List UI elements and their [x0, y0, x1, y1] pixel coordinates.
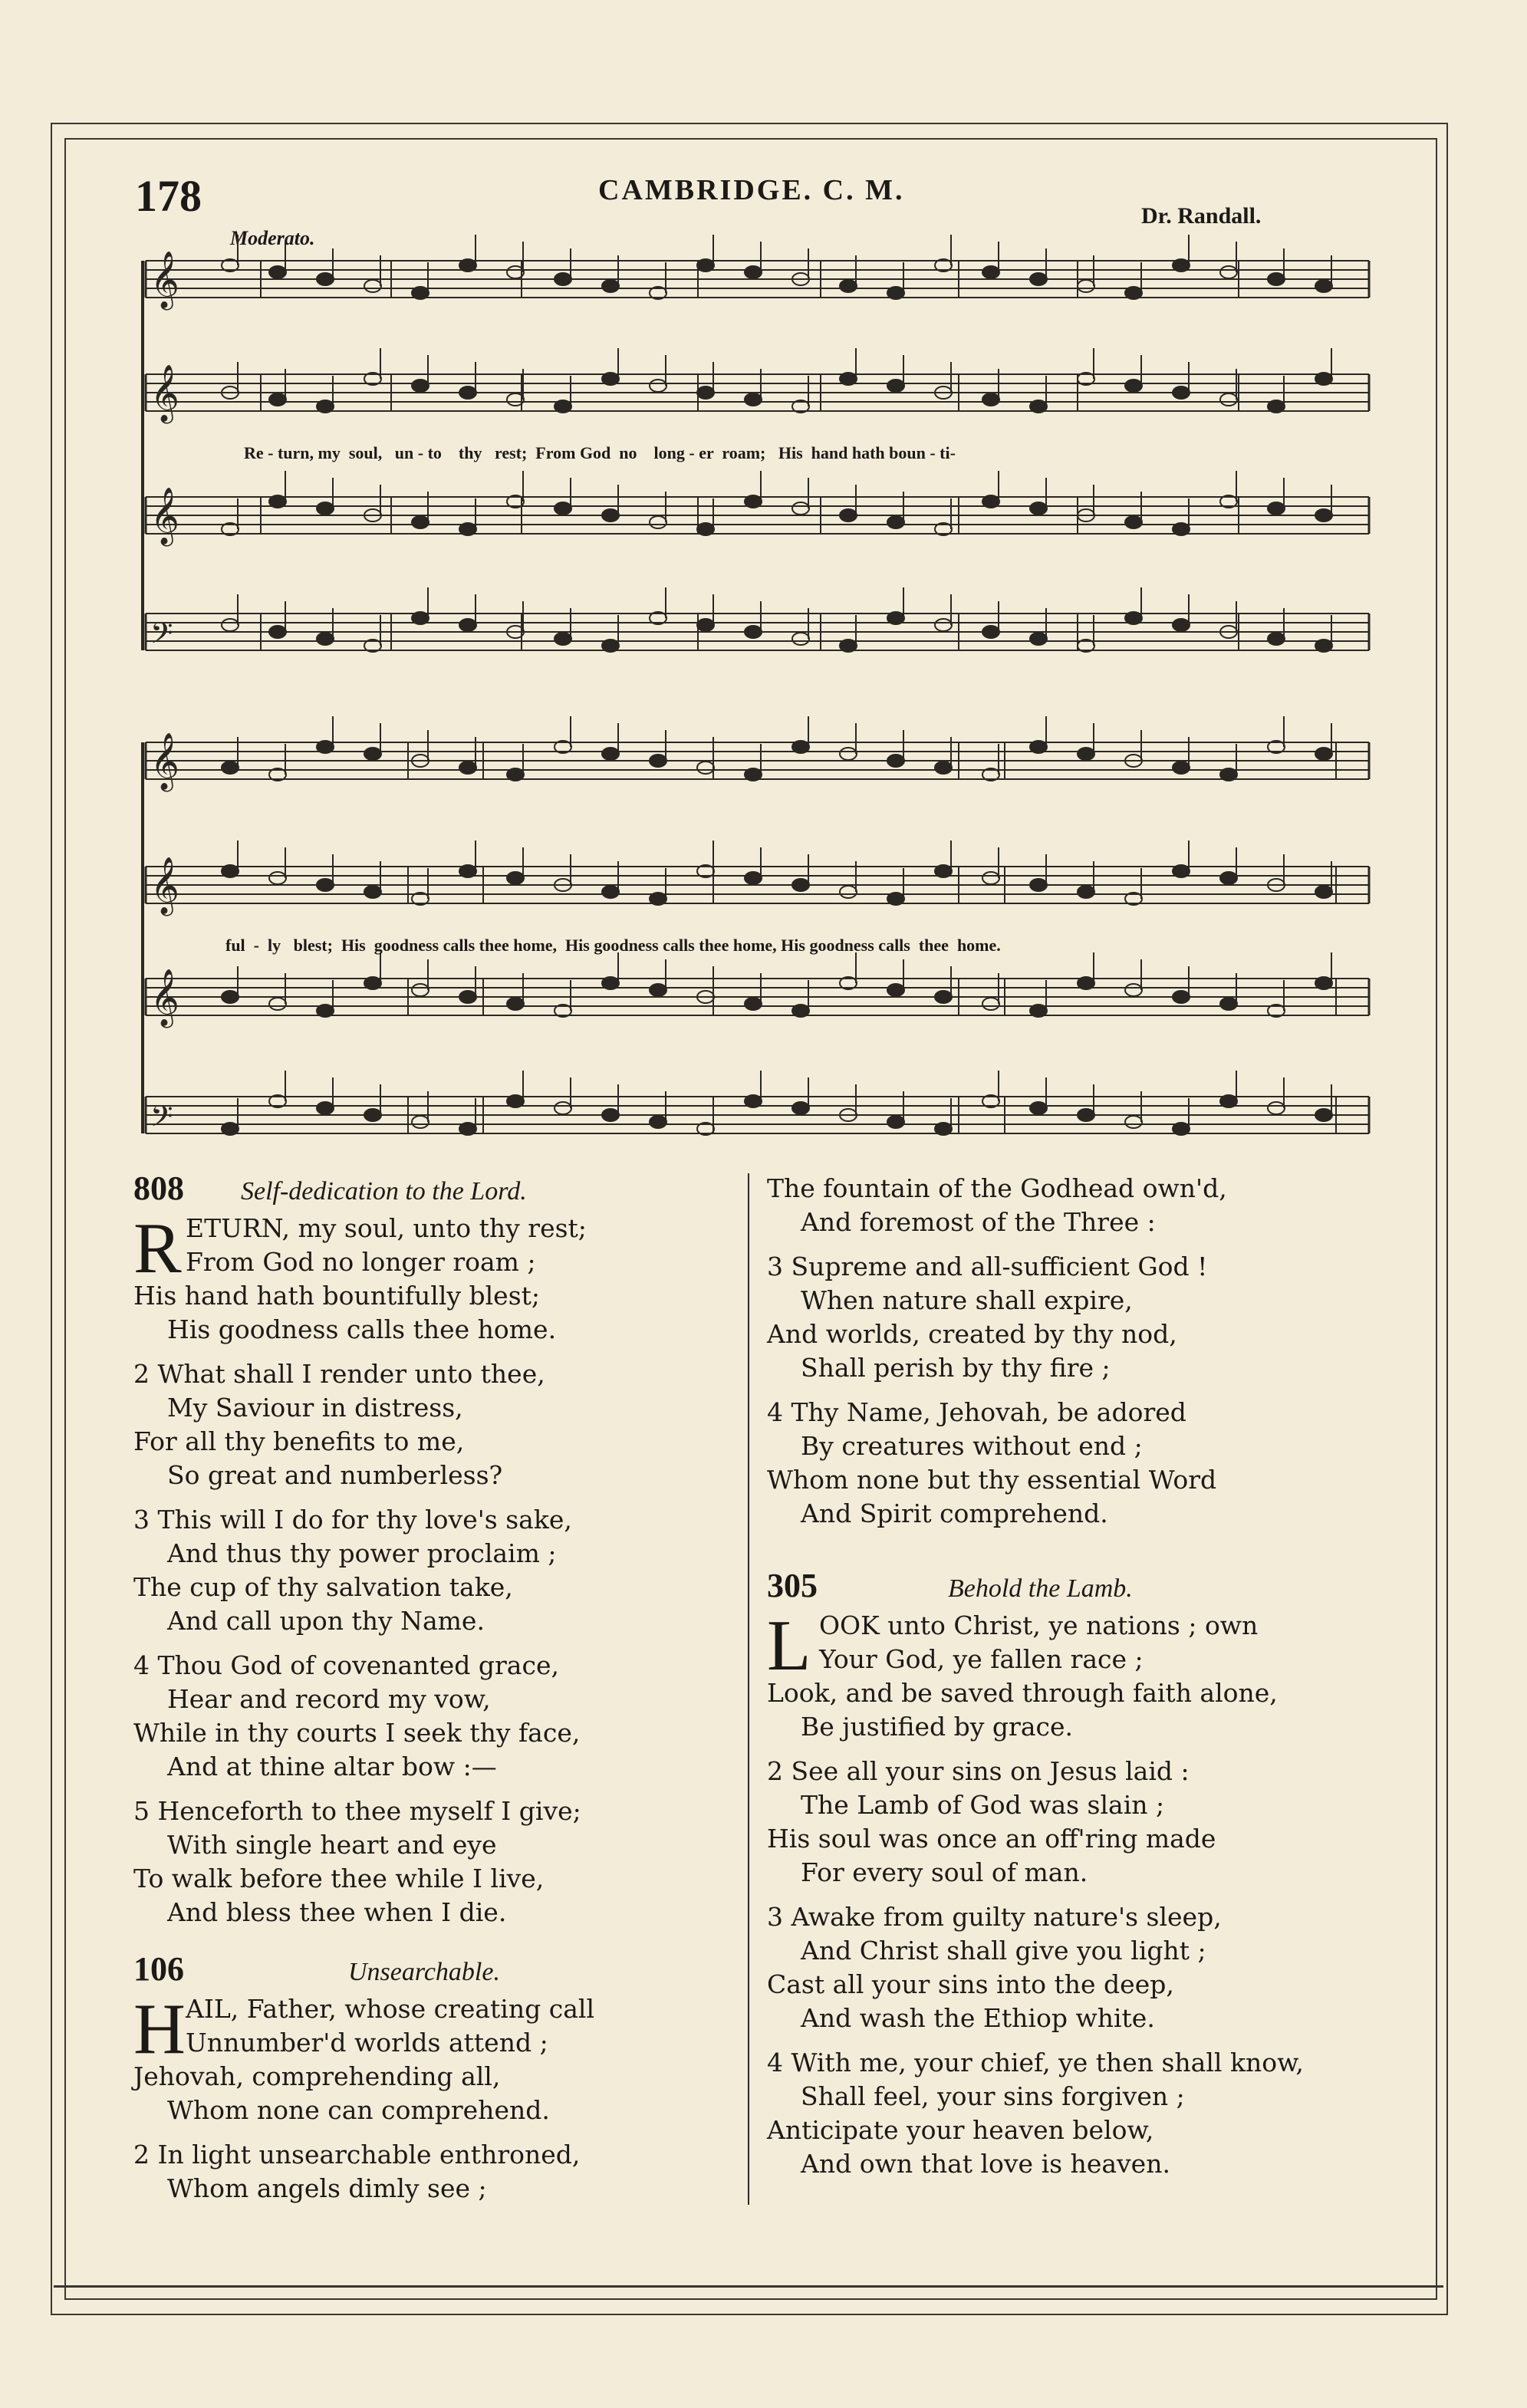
- note-head: [412, 612, 429, 624]
- hymn-106-continued: [767, 1172, 1365, 1531]
- note-head: [1030, 633, 1047, 645]
- note-head: [1220, 393, 1237, 406]
- note-head: [697, 387, 714, 399]
- note-head: [745, 768, 762, 781]
- verse-line: To walk before thee while I live,: [133, 1864, 545, 1893]
- note-head: [792, 879, 809, 891]
- note-head: [317, 741, 334, 753]
- note-head: [1125, 612, 1142, 624]
- verse-line: While in thy courts I seek thy face,: [133, 1718, 581, 1748]
- note-head: [1125, 516, 1142, 528]
- verse-line: 2 See all your sins on Jesus laid :: [767, 1756, 1190, 1786]
- note-head: [459, 619, 476, 631]
- note-head: [317, 633, 334, 645]
- note-head: [1078, 1109, 1094, 1121]
- note-head: [364, 977, 381, 989]
- verse-line: Unnumber'd worlds attend ;: [186, 2028, 548, 2058]
- note-head: [1078, 886, 1094, 898]
- verse-line: The fountain of the Godhead own'd,: [767, 1173, 1227, 1203]
- note-head: [1030, 1102, 1047, 1114]
- hymn-title: Self-dedication to the Lord.: [241, 1177, 527, 1206]
- note-head: [1220, 1095, 1237, 1107]
- verse-line: Your God, ye fallen race ;: [819, 1644, 1144, 1674]
- note-head: [364, 280, 381, 292]
- note-head: [982, 998, 999, 1010]
- note-head: [935, 619, 952, 631]
- note-head: [1268, 502, 1285, 515]
- verse-line: And at thine altar bow :—: [167, 1752, 497, 1781]
- note-head: [222, 991, 239, 1003]
- verse-line: The Lamb of God was slain ;: [801, 1790, 1165, 1820]
- verse-line: 3 Supreme and all-sufficient God !: [767, 1252, 1208, 1281]
- note-head: [459, 523, 476, 535]
- note-head: [792, 741, 809, 753]
- note-head: [555, 633, 571, 645]
- note-head: [317, 1102, 334, 1114]
- verse-line: And thus thy power proclaim ;: [167, 1538, 557, 1568]
- note-head: [887, 516, 904, 528]
- note-head: [697, 259, 714, 271]
- verse-line: For all thy benefits to me,: [133, 1426, 465, 1456]
- note-head: [602, 886, 619, 898]
- note-head: [982, 393, 999, 406]
- composer: Dr. Randall.: [1141, 203, 1262, 229]
- note-head: [1315, 1109, 1332, 1121]
- note-head: [1315, 886, 1332, 898]
- note-head: [1220, 266, 1237, 278]
- note-head: [317, 400, 334, 413]
- verse-line: For every soul of man.: [801, 1857, 1088, 1887]
- hymn-title: Unsearchable.: [348, 1958, 500, 1986]
- drop-cap: L: [767, 1606, 811, 1686]
- note-head: [1030, 502, 1047, 515]
- column-divider: [748, 1173, 749, 2205]
- verse-line: 2 In light unsearchable enthroned,: [133, 2140, 581, 2170]
- verse-line: Anticipate your heaven below,: [767, 2115, 1154, 2145]
- verse-line: Shall perish by thy fire ;: [801, 1353, 1111, 1383]
- note-head: [982, 626, 999, 638]
- note-head: [840, 509, 857, 521]
- note-head: [745, 998, 762, 1010]
- verse-line: With single heart and eye: [167, 1830, 497, 1860]
- note-head: [792, 633, 809, 645]
- note-head: [412, 380, 429, 392]
- verse-line: And bless thee when I die.: [167, 1897, 507, 1927]
- verse-line: 3 This will I do for thy love's sake,: [133, 1505, 572, 1535]
- note-head: [982, 872, 999, 884]
- note-head: [887, 612, 904, 624]
- note-head: [1030, 879, 1047, 891]
- verse-line: And call upon thy Name.: [167, 1606, 485, 1636]
- note-head: [1220, 998, 1237, 1010]
- treble-clef-icon: 𝄞: [150, 488, 179, 544]
- note-head: [555, 1102, 571, 1114]
- note-head: [602, 280, 619, 292]
- note-head: [1125, 984, 1142, 996]
- note-head: [412, 516, 429, 528]
- note-head: [1315, 509, 1332, 521]
- note-head: [1030, 273, 1047, 285]
- note-head: [1268, 400, 1285, 413]
- verse-line: From God no longer roam ;: [186, 1247, 536, 1277]
- note-head: [1315, 640, 1332, 652]
- note-head: [1173, 991, 1190, 1003]
- verse-line: And Christ shall give you light ;: [801, 1936, 1206, 1966]
- verse-line: My Saviour in distress,: [167, 1393, 463, 1423]
- note-head: [1173, 1123, 1190, 1135]
- verse-line: By creatures without end ;: [801, 1431, 1143, 1461]
- note-head: [650, 516, 666, 528]
- note-head: [1268, 273, 1285, 285]
- verse-line: Hear and record my vow,: [167, 1684, 491, 1714]
- note-head: [792, 502, 809, 515]
- verse-line: OOK unto Christ, ye nations ; own: [819, 1610, 1259, 1640]
- note-head: [1315, 977, 1332, 989]
- treble-clef-icon: 𝄞: [150, 733, 179, 790]
- note-head: [1173, 865, 1190, 877]
- note-head: [222, 619, 239, 631]
- note-head: [602, 1109, 619, 1121]
- verse-line: 4 Thou God of covenanted grace,: [133, 1650, 559, 1680]
- verse-line: Look, and be saved through faith alone,: [767, 1678, 1278, 1708]
- note-head: [317, 879, 334, 891]
- verse-line: Shall feel, your sins forgiven ;: [801, 2081, 1185, 2111]
- note-head: [555, 400, 571, 413]
- verse-line: When nature shall expire,: [801, 1285, 1133, 1315]
- note-head: [1173, 259, 1190, 271]
- note-head: [935, 865, 952, 877]
- verse-line: And worlds, created by thy nod,: [767, 1319, 1177, 1349]
- hymn-title: Behold the Lamb.: [948, 1574, 1133, 1603]
- note-head: [887, 287, 904, 299]
- note-head: [1078, 748, 1094, 760]
- verse-line: 5 Henceforth to thee myself I give;: [133, 1796, 581, 1826]
- note-head: [507, 998, 524, 1010]
- note-head: [1315, 748, 1332, 760]
- note-head: [1125, 1116, 1142, 1128]
- verse-line: 4 With me, your chief, ye then shall know,: [767, 2048, 1304, 2077]
- note-head: [1173, 619, 1190, 631]
- verse-line: 3 Awake from guilty nature's sleep,: [767, 1902, 1222, 1932]
- note-head: [650, 984, 666, 996]
- note-head: [555, 502, 571, 515]
- note-head: [555, 273, 571, 285]
- note-head: [697, 619, 714, 631]
- note-head: [317, 502, 334, 515]
- note-head: [887, 755, 904, 767]
- hymn-305: [767, 1569, 1365, 2181]
- tune-title: CAMBRIDGE. C. M.: [598, 174, 905, 206]
- note-head: [602, 509, 619, 521]
- note-head: [317, 273, 334, 285]
- note-head: [1173, 762, 1190, 774]
- note-head: [269, 626, 286, 638]
- bottom-rule: [54, 2285, 1443, 2288]
- note-head: [840, 748, 857, 760]
- note-head: [697, 762, 714, 774]
- note-head: [1125, 287, 1142, 299]
- note-head: [507, 768, 524, 781]
- note-head: [602, 373, 619, 385]
- tempo-marking: Moderato.: [230, 227, 315, 249]
- note-head: [222, 1123, 239, 1135]
- verse-line: And own that love is heaven.: [801, 2149, 1170, 2179]
- note-head: [887, 893, 904, 905]
- note-head: [1125, 380, 1142, 392]
- verse-line: So great and numberless?: [167, 1460, 503, 1490]
- note-head: [412, 1116, 429, 1128]
- note-head: [412, 984, 429, 996]
- treble-clef-icon: 𝄞: [150, 365, 179, 422]
- note-head: [364, 748, 381, 760]
- note-head: [269, 266, 286, 278]
- verse-line: 2 What shall I render unto thee,: [133, 1359, 545, 1389]
- note-head: [1315, 373, 1332, 385]
- page-number: 178: [135, 171, 202, 221]
- verse-line: 4 Thy Name, Jehovah, be adored: [767, 1397, 1186, 1427]
- note-head: [1173, 387, 1190, 399]
- note-head: [887, 1116, 904, 1128]
- note-head: [602, 748, 619, 760]
- note-head: [935, 991, 952, 1003]
- treble-clef-icon: 𝄞: [150, 969, 179, 1026]
- hymn-number: 106: [133, 1950, 184, 1988]
- verse-line: Whom angels dimly see ;: [167, 2173, 487, 2203]
- left-column: [133, 1169, 732, 2206]
- note-head: [1078, 977, 1094, 989]
- note-head: [269, 393, 286, 406]
- note-head: [507, 872, 524, 884]
- note-head: [745, 1095, 762, 1107]
- treble-clef-icon: 𝄞: [150, 252, 179, 308]
- note-head: [745, 495, 762, 508]
- note-head: [1078, 280, 1094, 292]
- hymn-808: [133, 1169, 732, 1929]
- right-column: [767, 1172, 1365, 2181]
- note-head: [792, 1102, 809, 1114]
- note-head: [982, 266, 999, 278]
- lyrics-line-2: ful - ly blest; His goodness calls thee home, His goodness calls thee home, His goodness calls thee home.: [225, 936, 1001, 955]
- lyrics-line-1: Re - turn, my soul, un - to thy rest; From God no long - er roam; His hand hath boun - ti-: [244, 443, 956, 462]
- note-head: [459, 762, 476, 774]
- note-head: [459, 387, 476, 399]
- note-head: [840, 640, 857, 652]
- note-head: [1173, 523, 1190, 535]
- verse-line: Be justified by grace.: [801, 1712, 1073, 1742]
- note-head: [745, 393, 762, 406]
- note-head: [1030, 1005, 1047, 1017]
- verse-line: ETURN, my soul, unto thy rest;: [186, 1213, 587, 1243]
- note-head: [222, 865, 239, 877]
- verse-line: And foremost of the Three :: [801, 1207, 1156, 1237]
- drop-cap: H: [133, 1989, 186, 2069]
- note-head: [982, 495, 999, 508]
- verse-line: And Spirit comprehend.: [801, 1498, 1108, 1528]
- note-head: [1268, 633, 1285, 645]
- verse-line: His goodness calls thee home.: [167, 1314, 557, 1344]
- note-head: [697, 523, 714, 535]
- note-head: [1315, 280, 1332, 292]
- note-head: [745, 872, 762, 884]
- bass-clef-icon: 𝄢: [150, 1099, 173, 1140]
- note-head: [602, 640, 619, 652]
- note-head: [792, 1005, 809, 1017]
- treble-clef-icon: 𝄞: [150, 857, 179, 914]
- note-head: [459, 259, 476, 271]
- verse-line: The cup of thy salvation take,: [133, 1572, 513, 1602]
- note-head: [650, 380, 666, 392]
- note-head: [269, 872, 286, 884]
- note-head: [745, 626, 762, 638]
- music-score: [0, 0, 1527, 1166]
- note-head: [317, 1005, 334, 1017]
- note-head: [840, 886, 857, 898]
- verse-line: And wash the Ethiop white.: [801, 2003, 1155, 2033]
- note-head: [1220, 872, 1237, 884]
- verse-line: Jehovah, comprehending all,: [133, 2061, 501, 2091]
- note-head: [1030, 741, 1047, 753]
- note-head: [222, 762, 239, 774]
- note-head: [364, 886, 381, 898]
- note-head: [459, 865, 476, 877]
- verse-line: Whom none can comprehend.: [167, 2095, 550, 2125]
- note-head: [412, 287, 429, 299]
- note-head: [364, 1109, 381, 1121]
- drop-cap: R: [133, 1209, 182, 1288]
- note-head: [507, 1095, 524, 1107]
- note-head: [269, 495, 286, 508]
- verse-line: Whom none but thy essential Word: [767, 1465, 1217, 1495]
- note-head: [1220, 768, 1237, 781]
- hymn-106: [133, 1952, 732, 2206]
- note-head: [650, 755, 666, 767]
- note-head: [840, 373, 857, 385]
- hymn-number: 305: [767, 1567, 818, 1604]
- note-head: [887, 984, 904, 996]
- note-head: [745, 266, 762, 278]
- bass-clef-icon: 𝄢: [150, 616, 173, 657]
- note-head: [935, 1123, 952, 1135]
- note-head: [650, 893, 666, 905]
- note-head: [1030, 400, 1047, 413]
- note-head: [1268, 1102, 1285, 1114]
- note-head: [269, 998, 286, 1010]
- hymn-number: 808: [133, 1169, 184, 1207]
- verse-line: His soul was once an off'ring made: [767, 1824, 1216, 1854]
- verse-line: Cast all your sins into the deep,: [767, 1969, 1174, 1999]
- note-head: [650, 1116, 666, 1128]
- verse-line: AIL, Father, whose creating call: [186, 1994, 594, 2024]
- verse-line: His hand hath bountifully blest;: [133, 1281, 541, 1311]
- note-head: [887, 380, 904, 392]
- note-head: [459, 991, 476, 1003]
- note-head: [840, 280, 857, 292]
- note-head: [602, 977, 619, 989]
- note-head: [459, 1123, 476, 1135]
- note-head: [935, 762, 952, 774]
